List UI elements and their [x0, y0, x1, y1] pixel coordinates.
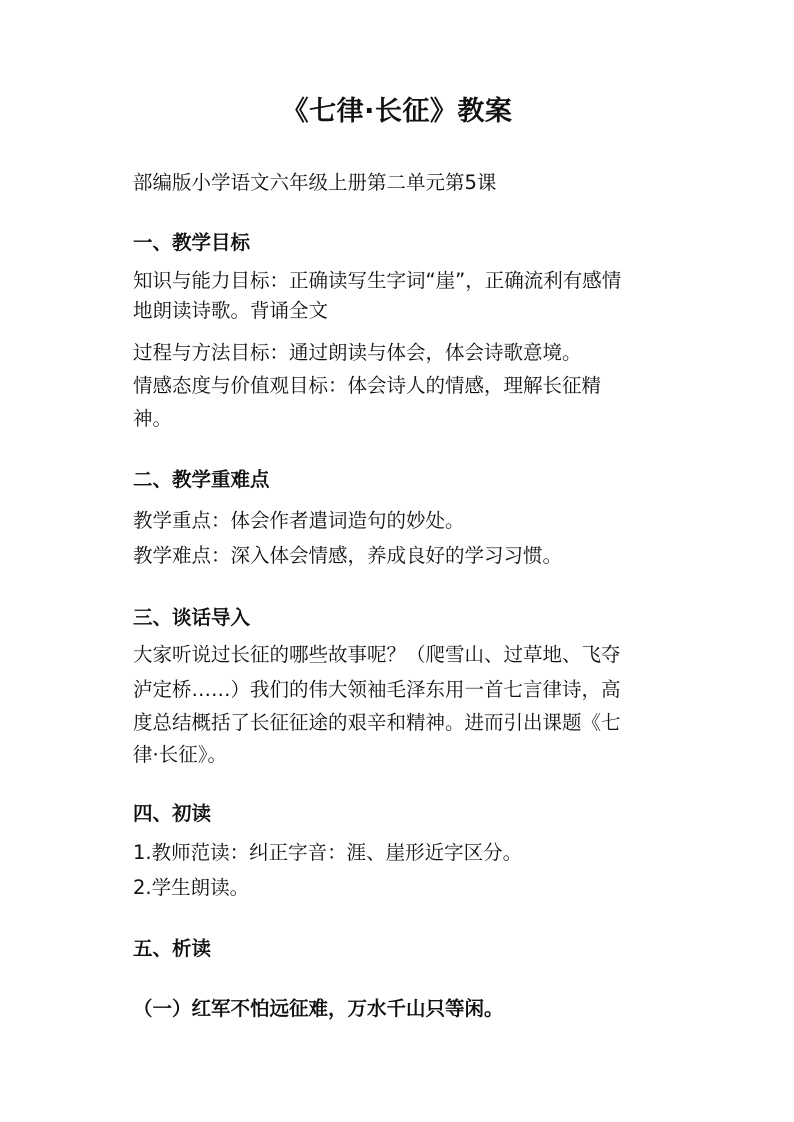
- section-line: 大家听说过长征的哪些故事呢？（爬雪山、过草地、飞夺: [133, 643, 621, 666]
- section-heading-key-points: 二、教学重难点: [133, 468, 270, 491]
- subsection-heading: （一）红军不怕远征难，万水千山只等闲。: [133, 997, 504, 1020]
- section-line: 知识与能力目标：正确读写生字词“崖”，正确流利有感情: [133, 269, 622, 292]
- section-line: 教学难点：深入体会情感，养成良好的学习习惯。: [133, 544, 563, 567]
- section-line: 教学重点：体会作者遣词造句的妙处。: [133, 509, 465, 532]
- section-line: 度总结概括了长征征途的艰辛和精神。进而引出课题《七: [133, 711, 621, 734]
- section-line: 过程与方法目标：通过朗读与体会，体会诗歌意境。: [133, 341, 582, 364]
- section-line: 情感态度与价值观目标：体会诗人的情感，理解长征精: [133, 374, 602, 397]
- section-line: 律·长征》。: [133, 743, 227, 766]
- section-line: 2.学生朗读。: [133, 876, 250, 899]
- section-line: 神。: [133, 407, 173, 430]
- section-line: 1.教师范读：纠正字音：涯、崖形近字区分。: [133, 841, 523, 864]
- document-subtitle: 部编版小学语文六年级上册第二单元第5课: [133, 171, 497, 194]
- section-heading-analysis: 五、析读: [133, 937, 212, 960]
- section-heading-introduction: 三、谈话导入: [133, 606, 251, 629]
- document-title: 《七律·长征》教案: [281, 96, 513, 127]
- section-line: 地朗读诗歌。背诵全文: [133, 299, 329, 322]
- section-heading-first-reading: 四、初读: [133, 802, 212, 825]
- section-line: 泸定桥……）我们的伟大领袖毛泽东用一首七言律诗，高: [133, 678, 621, 701]
- section-heading-objectives: 一、教学目标: [133, 231, 251, 254]
